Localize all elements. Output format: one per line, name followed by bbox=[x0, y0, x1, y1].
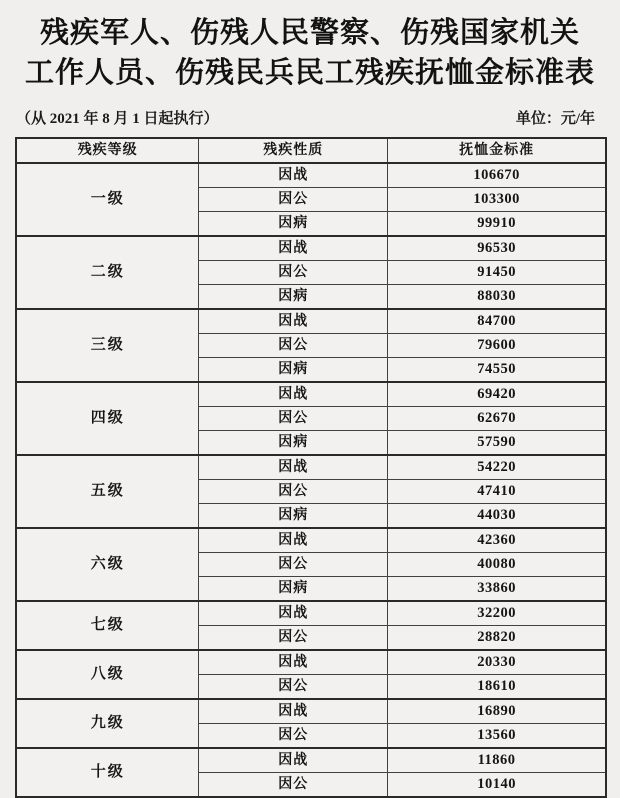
level-cell: 九级 bbox=[16, 699, 199, 748]
nature-cell: 因病 bbox=[199, 577, 388, 602]
table-row bbox=[16, 748, 606, 773]
amount-cell: 18610 bbox=[388, 675, 606, 700]
amount-cell: 32200 bbox=[388, 601, 606, 626]
amount-cell: 40080 bbox=[388, 553, 606, 577]
level-cell: 七级 bbox=[16, 601, 199, 650]
amount-cell: 54220 bbox=[388, 455, 606, 480]
subtitle-row bbox=[16, 107, 595, 128]
nature-cell: 因战 bbox=[199, 650, 388, 675]
level-cell: 四级 bbox=[16, 382, 199, 455]
nature-cell: 因战 bbox=[199, 601, 388, 626]
amount-cell: 84700 bbox=[388, 309, 606, 334]
amount-cell: 74550 bbox=[388, 358, 606, 383]
table-row bbox=[16, 699, 606, 724]
nature-cell: 因战 bbox=[199, 748, 388, 773]
table-row bbox=[16, 382, 606, 407]
level-cell: 三级 bbox=[16, 309, 199, 382]
amount-cell: 44030 bbox=[388, 504, 606, 529]
amount-cell: 91450 bbox=[388, 261, 606, 285]
nature-cell: 因公 bbox=[199, 724, 388, 749]
amount-cell: 33860 bbox=[388, 577, 606, 602]
amount-cell: 99910 bbox=[388, 212, 606, 237]
header-cell-nature: 残疾性质 bbox=[199, 138, 388, 163]
page-title bbox=[0, 0, 620, 93]
nature-cell: 因病 bbox=[199, 285, 388, 310]
nature-cell: 因病 bbox=[199, 504, 388, 529]
amount-cell: 62670 bbox=[388, 407, 606, 431]
amount-cell: 11860 bbox=[388, 748, 606, 773]
amount-cell: 69420 bbox=[388, 382, 606, 407]
nature-cell: 因公 bbox=[199, 480, 388, 504]
level-cell: 一级 bbox=[16, 163, 199, 236]
amount-cell: 10140 bbox=[388, 773, 606, 798]
table-header-row bbox=[16, 138, 606, 163]
nature-cell: 因公 bbox=[199, 773, 388, 798]
header-cell-amount: 抚恤金标准 bbox=[388, 138, 606, 163]
amount-cell: 103300 bbox=[388, 188, 606, 212]
table-row bbox=[16, 528, 606, 553]
amount-cell: 57590 bbox=[388, 431, 606, 456]
table-row bbox=[16, 309, 606, 334]
amount-cell: 42360 bbox=[388, 528, 606, 553]
level-cell: 六级 bbox=[16, 528, 199, 601]
amount-cell: 106670 bbox=[388, 163, 606, 188]
nature-cell: 因战 bbox=[199, 699, 388, 724]
nature-cell: 因战 bbox=[199, 309, 388, 334]
amount-cell: 47410 bbox=[388, 480, 606, 504]
table-row bbox=[16, 236, 606, 261]
amount-cell: 16890 bbox=[388, 699, 606, 724]
table-row bbox=[16, 455, 606, 480]
nature-cell: 因公 bbox=[199, 407, 388, 431]
effective-date-note: （从 2021 年 8 月 1 日起执行） bbox=[16, 111, 219, 127]
amount-cell: 20330 bbox=[388, 650, 606, 675]
table-row bbox=[16, 650, 606, 675]
nature-cell: 因战 bbox=[199, 455, 388, 480]
amount-cell: 88030 bbox=[388, 285, 606, 310]
nature-cell: 因战 bbox=[199, 163, 388, 188]
level-cell: 二级 bbox=[16, 236, 199, 309]
page-title-line2: 工作人员、伤残民兵民工残疾抚恤金标准表 bbox=[24, 57, 595, 89]
level-cell: 八级 bbox=[16, 650, 199, 699]
level-cell: 十级 bbox=[16, 748, 199, 797]
amount-cell: 13560 bbox=[388, 724, 606, 749]
pension-standard-table bbox=[15, 137, 607, 798]
page-title-line1: 残疾军人、伤残人民警察、伤残国家机关 bbox=[39, 17, 580, 49]
table-row bbox=[16, 163, 606, 188]
level-cell: 五级 bbox=[16, 455, 199, 528]
amount-cell: 96530 bbox=[388, 236, 606, 261]
amount-cell: 28820 bbox=[388, 626, 606, 651]
nature-cell: 因公 bbox=[199, 334, 388, 358]
amount-cell: 79600 bbox=[388, 334, 606, 358]
nature-cell: 因战 bbox=[199, 382, 388, 407]
nature-cell: 因病 bbox=[199, 431, 388, 456]
nature-cell: 因公 bbox=[199, 626, 388, 651]
nature-cell: 因公 bbox=[199, 261, 388, 285]
nature-cell: 因公 bbox=[199, 553, 388, 577]
unit-note: 单位：元/年 bbox=[515, 111, 595, 127]
nature-cell: 因公 bbox=[199, 188, 388, 212]
table-row bbox=[16, 601, 606, 626]
nature-cell: 因公 bbox=[199, 675, 388, 700]
header-cell-level: 残疾等级 bbox=[16, 138, 199, 163]
nature-cell: 因病 bbox=[199, 358, 388, 383]
nature-cell: 因病 bbox=[199, 212, 388, 237]
nature-cell: 因战 bbox=[199, 236, 388, 261]
nature-cell: 因战 bbox=[199, 528, 388, 553]
